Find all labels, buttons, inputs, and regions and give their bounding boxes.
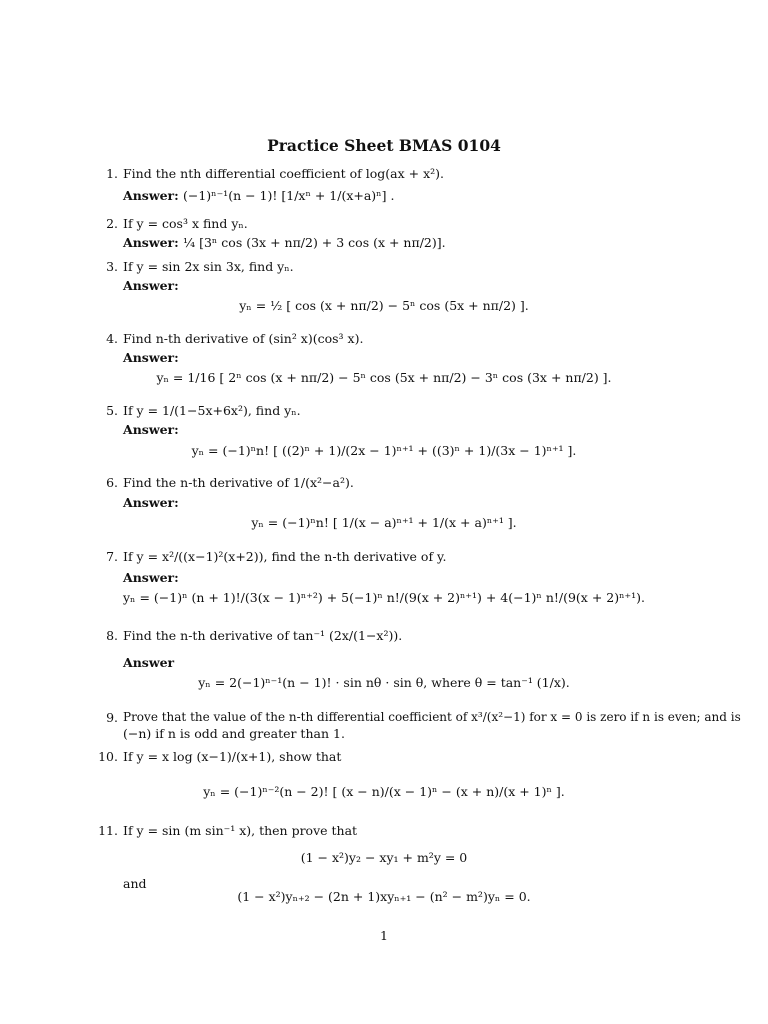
problem-3-answer: yₙ = ½ [ cos (x + nπ/2) − 5ⁿ cos (5x + nπ/2) ]. — [239, 298, 529, 313]
problem-8-number: 8. — [106, 628, 118, 643]
problem-3-number: 3. — [106, 259, 118, 274]
problem-4-answer: yₙ = 1/16 [ 2ⁿ cos (x + nπ/2) − 5ⁿ cos (5x + nπ/2) − 3ⁿ cos (3x + nπ/2) ]. — [156, 370, 612, 385]
problem-7-answer-label: Answer: — [123, 570, 179, 585]
problem-4-number: 4. — [106, 331, 118, 346]
problem-10-text: If y = x log (x−1)/(x+1), show that — [123, 749, 342, 764]
problem-11-and: and — [123, 876, 147, 891]
problem-2-text: If y = cos³ x find yₙ. — [123, 216, 248, 231]
problem-2-answer-label: Answer: — [123, 235, 179, 250]
problem-9-number: 9. — [106, 710, 118, 725]
problem-7-number: 7. — [106, 549, 118, 564]
problem-11-number: 11. — [98, 823, 118, 838]
problem-1-number: 1. — [106, 166, 118, 181]
problem-9-text: Prove that the value of the n-th differential coefficient of x³/(x²−1) for x = 0 is zero if n is even; and is — [123, 710, 741, 724]
problem-5-answer: yₙ = (−1)ⁿn! [ ((2)ⁿ + 1)/(2x − 1)ⁿ⁺¹ + ((3)ⁿ + 1)/(3x − 1)ⁿ⁺¹ ]. — [191, 443, 577, 458]
problem-3-answer-label: Answer: — [123, 278, 179, 293]
problem-5-answer-label: Answer: — [123, 422, 179, 437]
problem-2-answer: ¼ [3ⁿ cos (3x + nπ/2) + 3 cos (x + nπ/2)]. — [183, 235, 446, 250]
problem-10-answer: yₙ = (−1)ⁿ⁻²(n − 2)! [ (x − n)/(x − 1)ⁿ − (x + n)/(x + 1)ⁿ ]. — [203, 784, 565, 799]
problem-6-answer-label: Answer: — [123, 495, 179, 510]
problem-8-text: Find the n-th derivative of tan⁻¹ (2x/(1−x²)). — [123, 628, 403, 643]
problem-11-equation-1: (1 − x²)y₂ − xy₁ + m²y = 0 — [300, 850, 468, 865]
problem-5-number: 5. — [106, 403, 118, 418]
problem-6-answer: yₙ = (−1)ⁿn! [ 1/(x − a)ⁿ⁺¹ + 1/(x + a)ⁿ⁺¹ ]. — [251, 515, 517, 530]
problem-4-answer-label: Answer: — [123, 350, 179, 365]
problem-7-text: If y = x²/((x−1)²(x+2)), find the n-th derivative of y. — [123, 549, 447, 564]
problem-2-number: 2. — [106, 216, 118, 231]
problem-1-answer-label: Answer: — [123, 188, 179, 203]
page-title: Practice Sheet BMAS 0104 — [267, 136, 501, 155]
problem-1-answer: (−1)ⁿ⁻¹(n − 1)! [1/xⁿ + 1/(x+a)ⁿ] . — [183, 188, 395, 203]
problem-3-text: If y = sin 2x sin 3x, find yₙ. — [123, 259, 294, 274]
problem-10-number: 10. — [98, 749, 118, 764]
problem-5-text: If y = 1/(1−5x+6x²), find yₙ. — [123, 403, 301, 418]
problem-8-answer-label: Answer — [123, 655, 175, 670]
problem-8-answer: yₙ = 2(−1)ⁿ⁻¹(n − 1)! · sin nθ · sin θ, where θ = tan⁻¹ (1/x). — [198, 675, 570, 690]
problem-9-text-continued: (−n) if n is odd and greater than 1. — [123, 726, 345, 741]
problem-7-answer: yₙ = (−1)ⁿ (n + 1)!/(3(x − 1)ⁿ⁺²) + 5(−1)ⁿ n!/(9(x + 2)ⁿ⁺¹) + 4(−1)ⁿ n!/(9(x + 2)ⁿ⁺¹). — [123, 590, 645, 605]
problem-6-text: Find the n-th derivative of 1/(x²−a²). — [123, 475, 354, 490]
problem-6-number: 6. — [106, 475, 118, 490]
problem-4-text: Find n-th derivative of (sin² x)(cos³ x). — [123, 331, 364, 346]
page-number: 1 — [380, 928, 388, 943]
problem-1-text: Find the nth differential coefficient of log(ax + x²). — [123, 166, 444, 181]
problem-11-text: If y = sin (m sin⁻¹ x), then prove that — [123, 823, 358, 838]
problem-11-equation-2: (1 − x²)yₙ₊₂ − (2n + 1)xyₙ₊₁ − (n² − m²)yₙ = 0. — [237, 889, 531, 904]
